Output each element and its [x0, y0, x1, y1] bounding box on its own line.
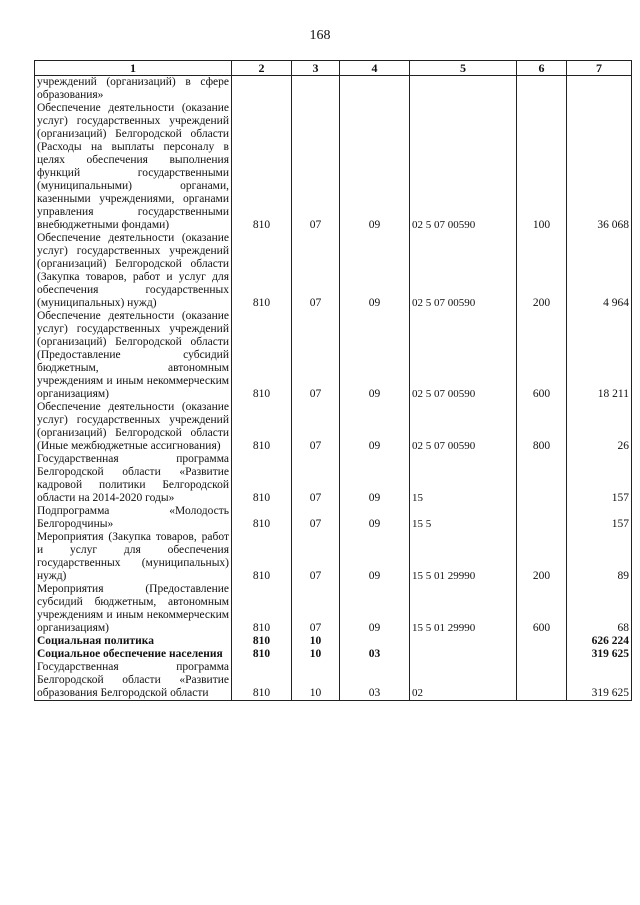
section-code: 10 — [292, 661, 340, 701]
amount: 626 224 — [567, 635, 632, 648]
section-code: 07 — [292, 505, 340, 531]
expense-type-code: 200 — [517, 232, 567, 310]
expense-type-code — [517, 505, 567, 531]
ministry-code: 810 — [232, 505, 292, 531]
column-header: 7 — [567, 61, 632, 76]
section-code: 07 — [292, 583, 340, 635]
amount: 26 — [567, 401, 632, 453]
expense-type-code — [517, 635, 567, 648]
target-article-code: 15 5 01 29990 — [410, 531, 517, 583]
target-article-code: 15 5 — [410, 505, 517, 531]
row-description: Обеспечение деятельности (оказание услуг) государственных учреждений (организаций) Белгородской области (Иные межбюджетные ассигнования) — [35, 401, 232, 453]
row-description: Мероприятия (Закупка товаров, работ и услуг для обеспечения государственных (муниципальных) нужд) — [35, 531, 232, 583]
amount: 319 625 — [567, 648, 632, 661]
column-header: 6 — [517, 61, 567, 76]
expense-type-code — [517, 76, 567, 103]
amount: 157 — [567, 505, 632, 531]
section-code: 07 — [292, 453, 340, 505]
budget-table — [34, 60, 632, 701]
subsection-code: 09 — [340, 310, 410, 401]
ministry-code: 810 — [232, 310, 292, 401]
ministry-code: 810 — [232, 531, 292, 583]
expense-type-code — [517, 648, 567, 661]
section-code: 07 — [292, 531, 340, 583]
table-row — [35, 453, 632, 505]
amount: 18 211 — [567, 310, 632, 401]
table-row — [35, 661, 632, 701]
table-header-row — [35, 61, 632, 76]
ministry-code — [232, 76, 292, 103]
table-row — [35, 401, 632, 453]
expense-type-code: 800 — [517, 401, 567, 453]
row-description: Подпрограмма «Молодость Белгородчины» — [35, 505, 232, 531]
row-description: Социальная политика — [35, 635, 232, 648]
row-description: Обеспечение деятельности (оказание услуг) государственных учреждений (организаций) Белгородской области (Закупка товаров, работ и услуг для обеспечения государственных (муниципальных) нужд) — [35, 232, 232, 310]
amount: 319 625 — [567, 661, 632, 701]
target-article-code — [410, 76, 517, 103]
row-description: учреждений (организаций) в сфере образования» — [35, 76, 232, 103]
table-row — [35, 635, 632, 648]
expense-type-code: 200 — [517, 531, 567, 583]
table-row — [35, 531, 632, 583]
row-description: Государственная программа Белгородской области «Развитие кадровой политики Белгородской области на 2014-2020 годы» — [35, 453, 232, 505]
section-code — [292, 76, 340, 103]
target-article-code: 02 5 07 00590 — [410, 401, 517, 453]
subsection-code: 09 — [340, 583, 410, 635]
amount: 89 — [567, 531, 632, 583]
section-code: 07 — [292, 232, 340, 310]
amount: 36 068 — [567, 102, 632, 232]
table-row — [35, 310, 632, 401]
subsection-code: 09 — [340, 102, 410, 232]
expense-type-code: 600 — [517, 583, 567, 635]
section-code: 07 — [292, 310, 340, 401]
column-header: 3 — [292, 61, 340, 76]
target-article-code — [410, 635, 517, 648]
subsection-code: 09 — [340, 232, 410, 310]
ministry-code: 810 — [232, 648, 292, 661]
expense-type-code — [517, 453, 567, 505]
target-article-code: 02 5 07 00590 — [410, 310, 517, 401]
table-row — [35, 232, 632, 310]
column-header: 1 — [35, 61, 232, 76]
target-article-code: 15 5 01 29990 — [410, 583, 517, 635]
ministry-code: 810 — [232, 635, 292, 648]
target-article-code: 02 5 07 00590 — [410, 232, 517, 310]
expense-type-code: 100 — [517, 102, 567, 232]
table-row — [35, 76, 632, 103]
subsection-code — [340, 76, 410, 103]
section-code: 10 — [292, 648, 340, 661]
subsection-code: 03 — [340, 661, 410, 701]
ministry-code: 810 — [232, 661, 292, 701]
table-row — [35, 102, 632, 232]
ministry-code: 810 — [232, 232, 292, 310]
ministry-code: 810 — [232, 102, 292, 232]
column-header: 4 — [340, 61, 410, 76]
expense-type-code — [517, 661, 567, 701]
subsection-code: 09 — [340, 505, 410, 531]
row-description: Обеспечение деятельности (оказание услуг) государственных учреждений (организаций) Белгородской области (Предоставление субсидий бюджетным, автономным учреждениям и иным некоммерческим организациям) — [35, 310, 232, 401]
row-description: Государственная программа Белгородской области «Развитие образования Белгородской области — [35, 661, 232, 701]
amount — [567, 76, 632, 103]
row-description: Социальное обеспечение населения — [35, 648, 232, 661]
expense-type-code: 600 — [517, 310, 567, 401]
section-code: 07 — [292, 401, 340, 453]
subsection-code: 09 — [340, 401, 410, 453]
row-description: Обеспечение деятельности (оказание услуг) государственных учреждений (организаций) Белгородской области (Расходы на выплаты персоналу в целях обеспечения выполнения функций государственными (муниципальными) органами, казенными учреждениями, органами управления государственными внебюджетными фондами) — [35, 102, 232, 232]
section-code: 07 — [292, 102, 340, 232]
subsection-code: 09 — [340, 453, 410, 505]
target-article-code: 15 — [410, 453, 517, 505]
column-header: 5 — [410, 61, 517, 76]
page-number: 168 — [309, 28, 331, 43]
amount: 4 964 — [567, 232, 632, 310]
subsection-code — [340, 635, 410, 648]
subsection-code: 03 — [340, 648, 410, 661]
ministry-code: 810 — [232, 583, 292, 635]
ministry-code: 810 — [232, 453, 292, 505]
table-row — [35, 505, 632, 531]
table-row — [35, 583, 632, 635]
table-row — [35, 648, 632, 661]
target-article-code — [410, 648, 517, 661]
target-article-code: 02 — [410, 661, 517, 701]
amount: 157 — [567, 453, 632, 505]
target-article-code: 02 5 07 00590 — [410, 102, 517, 232]
column-header: 2 — [232, 61, 292, 76]
subsection-code: 09 — [340, 531, 410, 583]
ministry-code: 810 — [232, 401, 292, 453]
amount: 68 — [567, 583, 632, 635]
row-description: Мероприятия (Предоставление субсидий бюджетным, автономным учреждениям и иным некоммерческим организациям) — [35, 583, 232, 635]
section-code: 10 — [292, 635, 340, 648]
